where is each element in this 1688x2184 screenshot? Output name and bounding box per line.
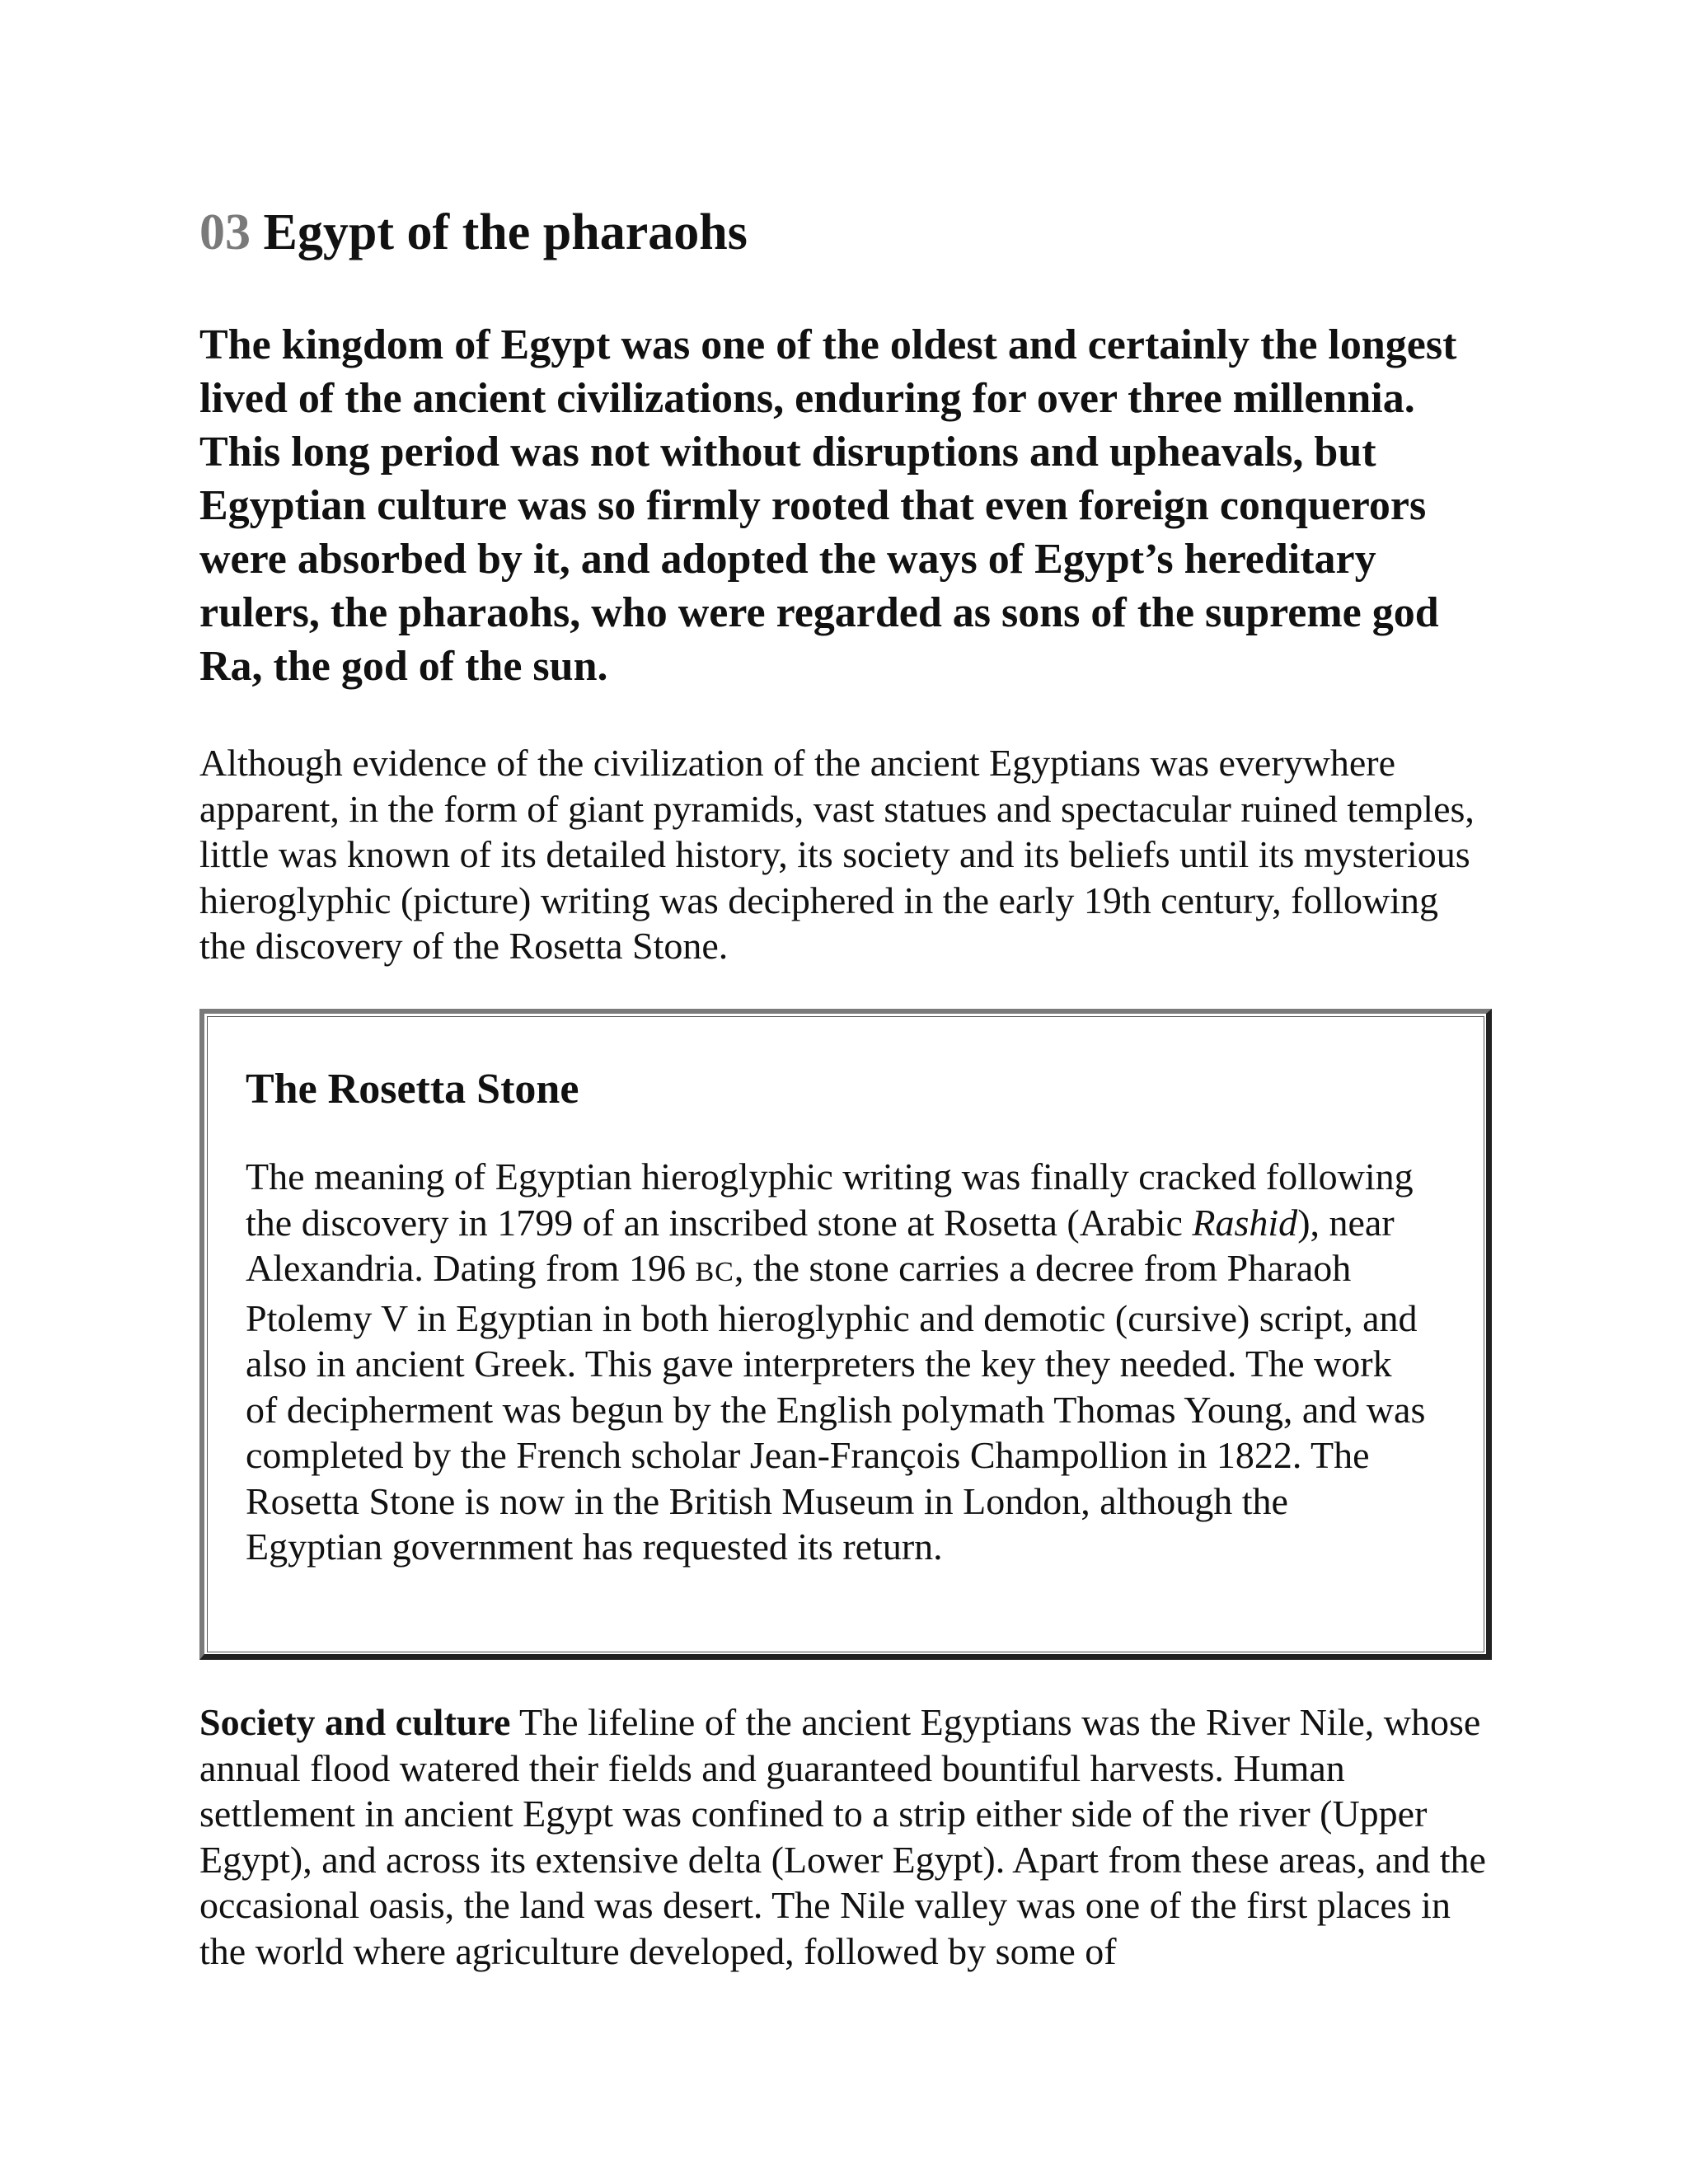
boxout-text-part-3: , the stone carries a decree from Pharaoh Ptolemy V in Egyptian in both hieroglyphic and demotic (cursive) script, and also in ancient Greek. This gave interpreters the key they needed. The work of decipherment was begun by the English polymath Thomas Young, and was completed by the French scholar Jean-François Champollion in 1822. The Rosetta Stone is now in the British Museum in London, although the Egyptian government has requested its return.	[246, 1247, 1426, 1568]
boxout-italic-term: Rashid	[1192, 1201, 1298, 1244]
boxout-text-part-2: ), near Alexandria. Dating from 196	[246, 1201, 1395, 1289]
intro-paragraph: Although evidence of the civilization of the ancient Egyptians was everywhere apparent, in the form of giant pyramids, vast statues and spectacular ruined temples, little was known of its detailed history, its society and its beliefs until its mysterious hieroglyphic (picture) writing was deciphered in the early 19th century, following the discovery of the Rosetta Stone.	[199, 742, 1475, 967]
lead-paragraph: The kingdom of Egypt was one of the oldest and certainly the longest lived of the ancient civilizations, enduring for over three millennia. This long period was not without disruptions and upheavals, but Egyptian culture was so firmly rooted that even foreign conquerors were absorbed by it, and adopted the ways of Egypt’s hereditary rulers, the pharaohs, who were regarded as sons of the supreme god Ra, the god of the sun.	[199, 321, 1457, 690]
boxout-text-part-1: The meaning of Egyptian hieroglyphic writing was finally cracked following the discovery in 1799 of an inscribed stone at Rosetta (Arabic	[246, 1155, 1414, 1244]
society-heading: Society and culture	[199, 1701, 511, 1743]
rosetta-stone-boxout	[199, 1009, 1492, 1660]
chapter-title-text: Egypt of the pharaohs	[263, 204, 748, 260]
boxout-body	[246, 1154, 1432, 1570]
chapter-title	[199, 201, 748, 264]
boxout-title: The Rosetta Stone	[246, 1066, 579, 1113]
boxout-era-label: BC	[695, 1257, 734, 1287]
society-text: The lifeline of the ancient Egyptians was the River Nile, whose annual flood watered their fields and guaranteed bountiful harvests. Human settlement in ancient Egypt was confined to a strip either side of the river (Upper Egypt), and across its extensive delta (Lower Egypt). Apart from these areas, and the occasional oasis, the land was desert. The Nile valley was one of the first places in the world where agriculture developed, followed by some of	[199, 1701, 1486, 1972]
society-paragraph	[199, 1699, 1492, 1974]
chapter-number: 03	[199, 204, 251, 260]
